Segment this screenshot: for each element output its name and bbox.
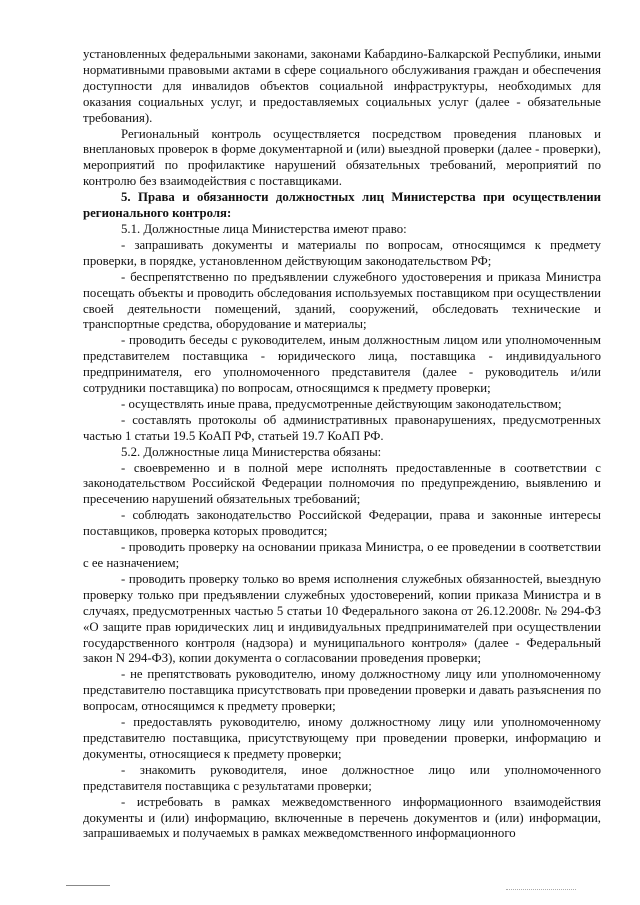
list-item: - проводить проверку на основании приказа Министра, о ее проведении в соответствии с ее назначением; [83, 540, 601, 570]
footer-divider [66, 885, 110, 886]
clause-5-2: 5.2. Должностные лица Министерства обязаны: [121, 444, 382, 459]
list-item: - проводить беседы с руководителем, иным должностным лицом или уполномоченным представителем поставщика - юридического лица, поставщика - индивидуального предпринимателя, его уполномоченного представителя (далее - руководитель и/или сотрудники поставщика) по вопросам, относящимся к предмету проверки; [83, 333, 601, 396]
list-item: - проводить проверку только во время исполнения служебных обязанностей, выездную проверку только при предъявлении служебных удостоверений, копии приказа Министра и в случаях, предусмотренных частью 5 статьи 10 Федерального закона от 26.12.2008г. № 294-ФЗ «О защите прав юридических лиц и индивидуальных предпринимателей при осуществлении государственного контроля (надзора) и муниципального контроля» (далее - Федеральный закон N 294-ФЗ), копии документа о согласовании проведения проверки; [83, 571, 601, 666]
list-item: - составлять протоколы об административных правонарушениях, предусмотренных частью 1 статьи 19.5 КоАП РФ, статьей 19.7 КоАП РФ. [83, 412, 601, 443]
list-item: - соблюдать законодательство Российской Федерации, права и законные интересы поставщиков, проверка которых проводится; [83, 508, 601, 539]
clause-5-1: 5.1. Должностные лица Министерства имеют право: [121, 221, 407, 236]
list-item: - истребовать в рамках межведомственного информационного взаимодействия документы и (или) информацию, включенные в перечень документов и (или) информации, запрашиваемых и получаемых в рамках межведомственного информационного [83, 794, 601, 841]
list-item: - осуществлять иные права, предусмотренные действующим законодательством; [121, 396, 562, 411]
paragraph-regional-control: Региональный контроль осуществляется посредством проведения плановых и внеплановых проверок в форме документарной и (или) выездной проверки (далее - проверки), мероприятий по профилактике нарушений обязательных требований, мероприятий по контролю без взаимодействия с поставщиками. [83, 126, 601, 189]
paragraph-requirements-continued: установленных федеральными законами, законами Кабардино-Балкарской Республики, иными нормативными правовыми актами в сфере социального обслуживания граждан и обеспечения доступности для инвалидов объектов социальной инфраструктуры, необходимых для оказания социальных услуг, и предоставляемых социальных услуг (далее - обязательные требования). [83, 47, 601, 125]
document-body [83, 47, 601, 842]
section-heading-5: 5. Права и обязанности должностных лиц Министерства при осуществлении регионального контроля: [83, 190, 601, 221]
list-item: - запрашивать документы и материалы по вопросам, относящимся к предмету проверки, в порядке, установленном действующим законодательством РФ; [83, 237, 601, 268]
list-item: - не препятствовать руководителю, иному должностному лицу или уполномоченному представителю поставщика присутствовать при проведении проверки и давать разъяснения по вопросам, относящимся к предмету проверки; [83, 667, 601, 714]
footer-dotted-line [506, 889, 576, 890]
list-item: - беспрепятственно по предъявлении служебного удостоверения и приказа Министра посещать объекты и проводить обследования используемых поставщиком при осуществлении своей деятельности помещений, зданий, сооружений, обследовать технические и транспортные средства, оборудование и материалы; [83, 269, 601, 332]
list-item: - знакомить руководителя, иное должностное лицо или уполномоченного представителя поставщика с результатами проверки; [83, 762, 601, 793]
list-item: - предоставлять руководителю, иному должностному лицу или уполномоченному представителю поставщика, присутствующему при проведении проверки, информацию и документы, относящиеся к предмету проверки; [83, 715, 601, 761]
list-item: - своевременно и в полной мере исполнять предоставленные в соответствии с законодательством Российской Федерации полномочия по предупреждению, выявлению и пресечению нарушений обязательных требований; [83, 460, 601, 507]
